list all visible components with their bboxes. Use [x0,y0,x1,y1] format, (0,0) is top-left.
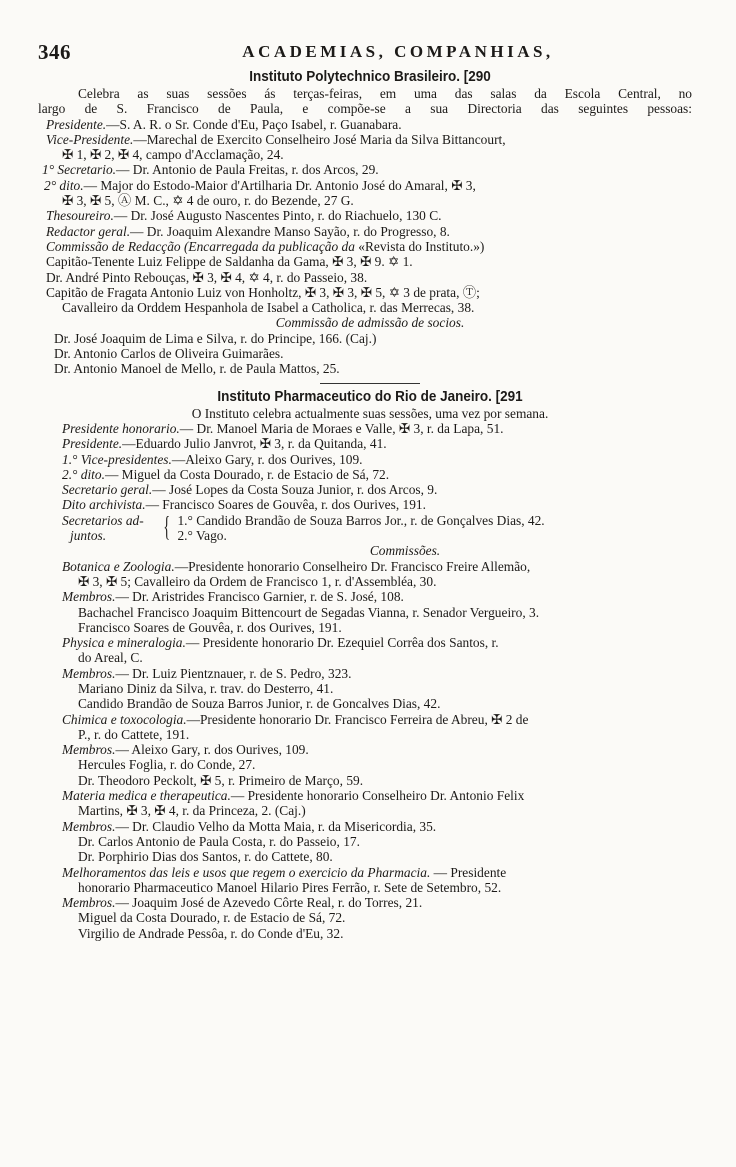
entry-continuation: Martins, ✠ 3, ✠ 4, r. da Princeza, 2. (Caj.) [78,803,306,819]
entry-continuation: do Areal, C. [78,650,143,666]
directory-entry [48,482,692,497]
directory-entry: Dr. Antonio Manoel de Mello, r. de Paula Mattos, 25. [54,361,340,377]
adjunct-secretaries-group [48,513,692,544]
entry-continuation: ✠ 3, ✠ 5, Ⓐ M. C., ✡ 4 de ouro, r. do Bezende, 27 G. [62,193,354,209]
brace-entries [177,513,544,544]
role-label: 1.° Vice-presidentes. [62,451,172,467]
directory-entry: Dr. André Pinto Rebouças, ✠ 3, ✠ 4, ✡ 4, r. do Passeio, 38. [46,269,368,285]
role-label: Redactor geral. [46,223,131,239]
directory-entry [46,208,692,223]
directory-entry [42,162,692,177]
entry-text: — Dr. Luiz Pientznauer, r. de S. Pedro, 323. [115,665,352,681]
directory-entry [48,635,692,650]
entry-text: —Eduardo Julio Janvrot, ✠ 3, r. da Quitanda, 41. [122,436,387,452]
role-label: Membros. [62,818,116,834]
subsection-heading: Commissão de admissão de socios. [275,315,465,331]
page-number: 346 [38,40,71,64]
directory-entry [48,421,692,436]
directory-entry: Dr. José Joaquim de Lima e Silva, r. do Principe, 166. (Caj.) [54,330,377,346]
running-title: ACADEMIAS, COMPANHIAS, [242,42,554,61]
role-label: Presidente. [46,116,107,132]
section-number: [291 [495,387,523,405]
section-title-text: Instituto Pharmaceutico do Rio de Janeiro. [217,387,492,405]
directory-entry: Dr. Antonio Carlos de Oliveira Guimarães. [54,346,284,362]
entry-text: —S. A. R. o Sr. Conde d'Eu, Paço Isabel, r. Guanabara. [106,116,402,132]
role-label: 1° Secretario. [42,162,117,178]
entry-continuation: P., r. do Cattete, 191. [78,726,190,742]
role-label: Physica e mineralogia. [62,635,186,651]
section-divider [320,383,420,384]
entry-text: — Dr. Joaquim Alexandre Manso Sayão, r. do Progresso, 8. [130,223,450,239]
directory-entry: Capitão de Fragata Antonio Luiz von Honholtz, ✠ 3, ✠ 3, ✠ 5, ✡ 3 de prata, Ⓣ; [46,284,480,300]
intro-line: O Instituto celebra actualmente suas sessões, uma vez por semana. [191,405,549,421]
section-title-291 [80,388,660,406]
directory-entry [46,117,692,132]
intro-line: largo de S. Francisco de Paula, e compõe-se a sua Directoria das seguintes pessoas: [38,101,692,117]
role-label: Presidente honorario. [62,420,180,436]
entry-text: «Revista do Instituto.») [358,238,485,254]
role-label: Melhoramentos das leis e usos que regem o exercicio da Pharmacia. [62,864,431,880]
directory-entry [46,224,692,239]
directory-entry: Capitão-Tenente Luiz Felippe de Saldanha da Gama, ✠ 3, ✠ 9. ✡ 1. [46,254,413,270]
entry-text: — Dr. Antonio de Paula Freitas, r. dos Arcos, 29. [116,162,379,178]
role-label: Materia medica e therapeutica. [62,788,231,804]
entry-text: — Presidente [433,864,507,880]
directory-entry [48,436,692,451]
directory-entry [48,452,692,467]
role-label: Thesoureiro. [46,208,114,224]
role-label: Dito archivista. [62,497,146,513]
subsection-heading: Commissões. [369,543,441,559]
directory-entry: Hercules Foglia, r. do Conde, 27. [78,757,256,773]
entry-text: —Marechal de Exercito Conselheiro José Maria da Silva Bittancourt, [133,131,506,147]
role-label: Membros. [62,589,116,605]
role-label: 2.° dito. [62,466,105,482]
role-label: Commissão de Redacção (Encarregada da publicação da [46,238,355,254]
entry-text: —Presidente honorario Dr. Francisco Ferreira de Abreu, ✠ 2 de [186,711,529,727]
role-label [62,513,158,544]
role-label-line: Secretarios ad- [62,512,144,528]
directory-entry: Francisco Soares de Gouvêa, r. dos Ourives, 191. [78,619,342,635]
entry-continuation: Cavalleiro da Orddem Hespanhola de Isabel a Catholica, r. das Merrecas, 38. [62,300,475,316]
page-content [38,68,692,941]
role-label: Membros. [62,665,116,681]
directory-entry [48,497,692,512]
role-label: Membros. [62,742,116,758]
directory-entry [48,589,692,604]
directory-entry [48,742,692,757]
entry-text: — Dr. Manoel Maria de Moraes e Valle, ✠ 3, r. da Lapa, 51. [179,420,504,436]
entry-continuation: ✠ 1, ✠ 2, ✠ 4, campo d'Acclamação, 24. [62,147,284,163]
entry-continuation: honorario Pharmaceutico Manoel Hilario Pires Ferrão, r. Sete de Setembro, 52. [78,879,502,895]
directory-entry: Virgilio de Andrade Pessôa, r. do Conde d'Eu, 32. [78,925,344,941]
directory-entry [48,895,692,910]
directory-entry [48,666,692,681]
brace-glyph: { [163,512,171,544]
entry-text: —Aleixo Gary, r. dos Ourives, 109. [171,451,363,467]
entry-text: — Presidente honorario Dr. Ezequiel Corrêa dos Santos, r. [185,635,499,651]
directory-entry [46,239,692,254]
section-number: [290 [463,68,491,85]
directory-entry: Dr. Theodoro Peckolt, ✠ 5, r. Primeiro de Março, 59. [78,772,364,788]
entry-text: — Miguel da Costa Dourado, r. de Estacio de Sá, 72. [104,466,390,482]
directory-entry [48,865,692,880]
entry-continuation: ✠ 3, ✠ 5; Cavalleiro da Ordem de Francisco 1, r. d'Assembléa, 30. [78,573,437,589]
role-label: Vice-Presidente. [46,131,134,147]
role-label: 2° dito. [44,177,84,193]
role-label: Presidente. [62,436,123,452]
directory-entry: Dr. Carlos Antonio de Paula Costa, r. do Passeio, 17. [78,833,360,849]
entry-text: 2.° Vago. [177,528,227,544]
section-title-text: Instituto Polytechnico Brasileiro. [249,68,460,85]
entry-text: —Presidente honorario Conselheiro Dr. Francisco Freire Allemão, [174,558,531,574]
entry-text: — Dr. Aristrides Francisco Garnier, r. de S. José, 108. [115,589,404,605]
page-header [38,40,688,66]
directory-entry [48,788,692,803]
directory-entry [48,819,692,834]
directory-entry [48,467,692,482]
role-label: Chimica e toxocologia. [62,711,187,727]
directory-entry [48,712,692,727]
section-title-290 [80,68,660,86]
entry-text: — José Lopes da Costa Souza Junior, r. dos Arcos, 9. [152,482,438,498]
directory-entry [44,178,692,193]
directory-entry: Candido Brandão de Souza Barros Junior, r. de Goncalves Dias, 42. [78,696,441,712]
entry-text: — Dr. José Augusto Nascentes Pinto, r. do Riachuelo, 130 C. [113,208,442,224]
role-label: Botanica e Zoologia. [62,558,175,574]
entry-text: — Presidente honorario Conselheiro Dr. Antonio Felix [230,788,525,804]
intro-line: Celebra as suas sessões ás terças-feiras, em uma das salas da Escola Central, no [78,86,692,101]
role-label: Membros. [62,895,116,911]
entry-text: — Joaquim José de Azevedo Côrte Real, r. do Torres, 21. [115,895,423,911]
directory-entry: Bachachel Francisco Joaquim Bittencourt de Segadas Vianna, r. Senador Vergueiro, 3. [78,604,540,620]
directory-entry [48,559,692,574]
entry-text: — Dr. Claudio Velho da Motta Maia, r. da Misericordia, 35. [115,818,437,834]
entry-text: — Major do Estodo-Maior d'Artilharia Dr. Antonio José do Amaral, ✠ 3, [83,177,476,193]
entry-text: 1.° Candido Brandão de Souza Barros Jor., r. de Gonçalves Dias, 42. [177,512,545,528]
directory-entry: Miguel da Costa Dourado, r. de Estacio de Sá, 72. [78,910,346,926]
role-label: Secretario geral. [62,482,153,498]
directory-entry: Mariano Diniz da Silva, r. trav. do Desterro, 41. [78,680,334,696]
entry-text: — Aleixo Gary, r. dos Ourives, 109. [115,742,309,758]
directory-entry: Dr. Porphirio Dias dos Santos, r. do Cattete, 80. [78,849,333,865]
directory-entry [46,132,692,147]
role-label-line: juntos. [70,528,107,544]
entry-text: — Francisco Soares de Gouvêa, r. dos Ourives, 191. [145,497,426,513]
